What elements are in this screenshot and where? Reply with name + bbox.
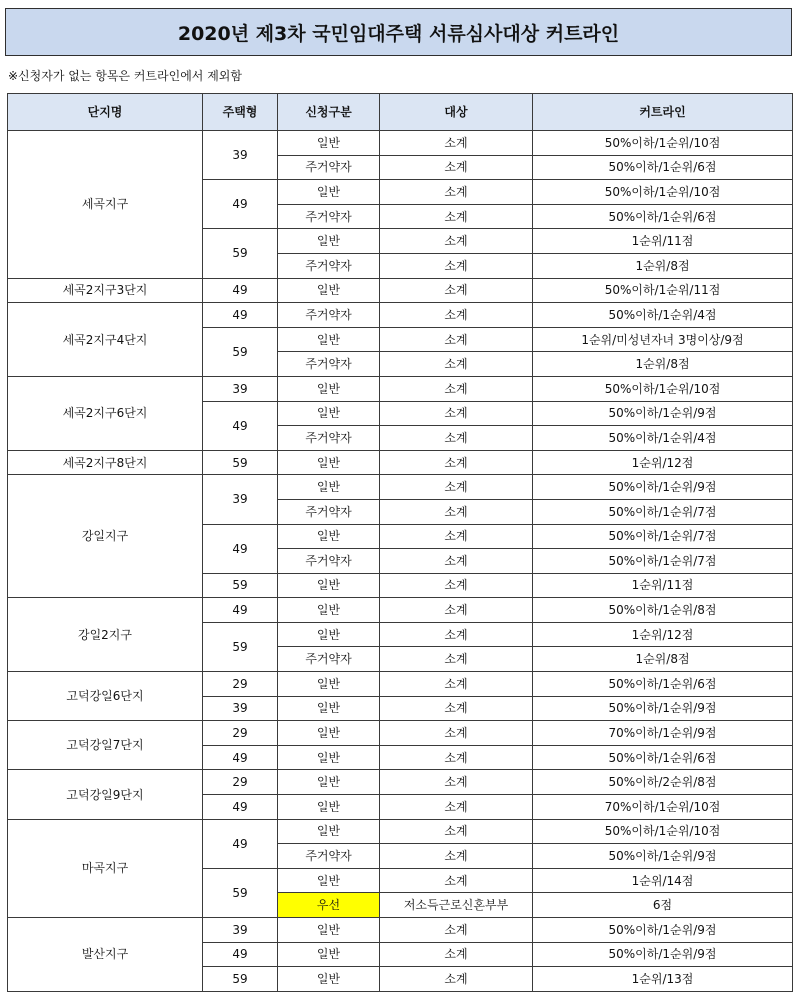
target-cell: 소계 bbox=[380, 721, 533, 746]
cutline-cell: 1순위/8점 bbox=[533, 647, 793, 672]
table-header-row bbox=[8, 94, 793, 131]
table-row bbox=[8, 131, 793, 156]
table-row bbox=[8, 598, 793, 623]
application-category-cell: 일반 bbox=[278, 229, 380, 254]
target-cell: 소계 bbox=[380, 795, 533, 820]
table-row bbox=[8, 278, 793, 303]
application-category-cell: 주거약자 bbox=[278, 155, 380, 180]
target-cell: 소계 bbox=[380, 204, 533, 229]
cutline-cell: 50%이하/1순위/10점 bbox=[533, 131, 793, 156]
application-category-cell: 일반 bbox=[278, 450, 380, 475]
application-category-cell: 주거약자 bbox=[278, 253, 380, 278]
target-cell: 소계 bbox=[380, 131, 533, 156]
application-category-cell: 일반 bbox=[278, 376, 380, 401]
target-cell: 소계 bbox=[380, 696, 533, 721]
cutline-cell: 1순위/12점 bbox=[533, 622, 793, 647]
target-cell: 소계 bbox=[380, 770, 533, 795]
application-category-cell: 일반 bbox=[278, 598, 380, 623]
header-target: 대상 bbox=[380, 94, 533, 131]
application-category-cell: 일반 bbox=[278, 622, 380, 647]
complex-name-cell: 발산지구 bbox=[8, 918, 203, 992]
cutline-cell: 50%이하/1순위/4점 bbox=[533, 303, 793, 328]
cutline-cell: 50%이하/1순위/10점 bbox=[533, 376, 793, 401]
housing-type-cell: 59 bbox=[203, 868, 278, 917]
housing-type-cell: 59 bbox=[203, 573, 278, 598]
application-category-cell: 일반 bbox=[278, 180, 380, 205]
target-cell: 소계 bbox=[380, 598, 533, 623]
application-category-cell: 일반 bbox=[278, 131, 380, 156]
cutline-cell: 70%이하/1순위/9점 bbox=[533, 721, 793, 746]
application-category-cell: 일반 bbox=[278, 401, 380, 426]
housing-type-cell: 49 bbox=[203, 180, 278, 229]
complex-name-cell: 고덕강일7단지 bbox=[8, 721, 203, 770]
cutline-cell: 1순위/미성년자녀 3명이상/9점 bbox=[533, 327, 793, 352]
cutline-cell: 1순위/11점 bbox=[533, 229, 793, 254]
cutline-cell: 50%이하/1순위/6점 bbox=[533, 745, 793, 770]
target-cell: 소계 bbox=[380, 475, 533, 500]
header-cutline: 커트라인 bbox=[533, 94, 793, 131]
housing-type-cell: 49 bbox=[203, 819, 278, 868]
page-title: 2020년 제3차 국민임대주택 서류심사대상 커트라인 bbox=[5, 8, 792, 56]
application-category-cell: 일반 bbox=[278, 918, 380, 943]
application-category-cell: 일반 bbox=[278, 967, 380, 992]
cutline-cell: 50%이하/2순위/8점 bbox=[533, 770, 793, 795]
complex-name-cell: 고덕강일9단지 bbox=[8, 770, 203, 819]
target-cell: 소계 bbox=[380, 745, 533, 770]
application-category-cell: 주거약자 bbox=[278, 204, 380, 229]
housing-type-cell: 59 bbox=[203, 327, 278, 376]
housing-type-cell: 59 bbox=[203, 450, 278, 475]
application-category-cell: 일반 bbox=[278, 524, 380, 549]
target-cell: 소계 bbox=[380, 622, 533, 647]
housing-type-cell: 49 bbox=[203, 745, 278, 770]
application-category-cell: 일반 bbox=[278, 819, 380, 844]
cutline-cell: 50%이하/1순위/11점 bbox=[533, 278, 793, 303]
cutline-cell: 50%이하/1순위/4점 bbox=[533, 426, 793, 451]
exclusion-note: ※신청자가 없는 항목은 커트라인에서 제외함 bbox=[8, 69, 242, 83]
cutline-table bbox=[7, 93, 793, 992]
table-row bbox=[8, 450, 793, 475]
target-cell: 소계 bbox=[380, 426, 533, 451]
housing-type-cell: 49 bbox=[203, 598, 278, 623]
housing-type-cell: 39 bbox=[203, 696, 278, 721]
target-cell: 소계 bbox=[380, 844, 533, 869]
cutline-cell: 50%이하/1순위/6점 bbox=[533, 204, 793, 229]
target-cell: 소계 bbox=[380, 229, 533, 254]
target-cell: 소계 bbox=[380, 303, 533, 328]
cutline-cell: 1순위/14점 bbox=[533, 868, 793, 893]
housing-type-cell: 39 bbox=[203, 475, 278, 524]
cutline-cell: 1순위/8점 bbox=[533, 352, 793, 377]
target-cell: 저소득근로신혼부부 bbox=[380, 893, 533, 918]
target-cell: 소계 bbox=[380, 967, 533, 992]
application-category-cell: 주거약자 bbox=[278, 499, 380, 524]
complex-name-cell: 강일지구 bbox=[8, 475, 203, 598]
target-cell: 소계 bbox=[380, 253, 533, 278]
housing-type-cell: 49 bbox=[203, 524, 278, 573]
table-row bbox=[8, 376, 793, 401]
target-cell: 소계 bbox=[380, 327, 533, 352]
application-category-cell: 주거약자 bbox=[278, 844, 380, 869]
cutline-cell: 50%이하/1순위/9점 bbox=[533, 696, 793, 721]
cutline-cell: 1순위/11점 bbox=[533, 573, 793, 598]
complex-name-cell: 강일2지구 bbox=[8, 598, 203, 672]
complex-name-cell: 세곡2지구6단지 bbox=[8, 376, 203, 450]
cutline-cell: 50%이하/1순위/10점 bbox=[533, 819, 793, 844]
target-cell: 소계 bbox=[380, 376, 533, 401]
target-cell: 소계 bbox=[380, 401, 533, 426]
application-category-cell: 주거약자 bbox=[278, 303, 380, 328]
cutline-cell: 50%이하/1순위/7점 bbox=[533, 499, 793, 524]
target-cell: 소계 bbox=[380, 524, 533, 549]
application-category-cell: 일반 bbox=[278, 868, 380, 893]
cutline-cell: 50%이하/1순위/10점 bbox=[533, 180, 793, 205]
application-category-cell: 일반 bbox=[278, 745, 380, 770]
cutline-cell: 1순위/13점 bbox=[533, 967, 793, 992]
target-cell: 소계 bbox=[380, 672, 533, 697]
table-row bbox=[8, 819, 793, 844]
complex-name-cell: 고덕강일6단지 bbox=[8, 672, 203, 721]
cutline-cell: 50%이하/1순위/9점 bbox=[533, 401, 793, 426]
header-housing-type: 주택형 bbox=[203, 94, 278, 131]
application-category-cell: 일반 bbox=[278, 475, 380, 500]
application-category-cell: 주거약자 bbox=[278, 352, 380, 377]
complex-name-cell: 마곡지구 bbox=[8, 819, 203, 917]
application-category-cell: 주거약자 bbox=[278, 647, 380, 672]
target-cell: 소계 bbox=[380, 573, 533, 598]
housing-type-cell: 29 bbox=[203, 721, 278, 746]
header-complex: 단지명 bbox=[8, 94, 203, 131]
housing-type-cell: 49 bbox=[203, 401, 278, 450]
housing-type-cell: 39 bbox=[203, 918, 278, 943]
target-cell: 소계 bbox=[380, 180, 533, 205]
cutline-cell: 70%이하/1순위/10점 bbox=[533, 795, 793, 820]
cutline-cell: 50%이하/1순위/6점 bbox=[533, 672, 793, 697]
housing-type-cell: 39 bbox=[203, 131, 278, 180]
application-category-cell: 일반 bbox=[278, 770, 380, 795]
target-cell: 소계 bbox=[380, 549, 533, 574]
cutline-cell: 1순위/8점 bbox=[533, 253, 793, 278]
application-category-cell: 일반 bbox=[278, 721, 380, 746]
target-cell: 소계 bbox=[380, 868, 533, 893]
cutline-cell: 50%이하/1순위/9점 bbox=[533, 942, 793, 967]
table-row bbox=[8, 918, 793, 943]
complex-name-cell: 세곡2지구3단지 bbox=[8, 278, 203, 303]
header-application-category: 신청구분 bbox=[278, 94, 380, 131]
cutline-cell: 50%이하/1순위/7점 bbox=[533, 524, 793, 549]
table-row bbox=[8, 721, 793, 746]
housing-type-cell: 49 bbox=[203, 795, 278, 820]
housing-type-cell: 49 bbox=[203, 278, 278, 303]
housing-type-cell: 59 bbox=[203, 967, 278, 992]
housing-type-cell: 49 bbox=[203, 942, 278, 967]
table-row bbox=[8, 770, 793, 795]
application-category-cell: 일반 bbox=[278, 942, 380, 967]
target-cell: 소계 bbox=[380, 352, 533, 377]
cutline-cell: 50%이하/1순위/8점 bbox=[533, 598, 793, 623]
cutline-cell: 6점 bbox=[533, 893, 793, 918]
housing-type-cell: 29 bbox=[203, 770, 278, 795]
housing-type-cell: 49 bbox=[203, 303, 278, 328]
target-cell: 소계 bbox=[380, 647, 533, 672]
table-row bbox=[8, 303, 793, 328]
cutline-cell: 50%이하/1순위/9점 bbox=[533, 844, 793, 869]
cutline-cell: 50%이하/1순위/7점 bbox=[533, 549, 793, 574]
complex-name-cell: 세곡지구 bbox=[8, 131, 203, 279]
housing-type-cell: 39 bbox=[203, 376, 278, 401]
table-row bbox=[8, 672, 793, 697]
application-category-cell: 주거약자 bbox=[278, 549, 380, 574]
application-category-cell: 일반 bbox=[278, 672, 380, 697]
application-category-cell: 일반 bbox=[278, 696, 380, 721]
target-cell: 소계 bbox=[380, 450, 533, 475]
target-cell: 소계 bbox=[380, 942, 533, 967]
application-category-cell: 일반 bbox=[278, 795, 380, 820]
table-body bbox=[8, 131, 793, 992]
housing-type-cell: 59 bbox=[203, 229, 278, 278]
housing-type-cell: 59 bbox=[203, 622, 278, 671]
application-category-cell: 일반 bbox=[278, 278, 380, 303]
target-cell: 소계 bbox=[380, 918, 533, 943]
target-cell: 소계 bbox=[380, 819, 533, 844]
cutline-cell: 50%이하/1순위/9점 bbox=[533, 918, 793, 943]
target-cell: 소계 bbox=[380, 155, 533, 180]
cutline-cell: 1순위/12점 bbox=[533, 450, 793, 475]
application-category-cell: 주거약자 bbox=[278, 426, 380, 451]
application-category-cell: 일반 bbox=[278, 327, 380, 352]
target-cell: 소계 bbox=[380, 278, 533, 303]
complex-name-cell: 세곡2지구4단지 bbox=[8, 303, 203, 377]
table-row bbox=[8, 475, 793, 500]
application-category-cell: 일반 bbox=[278, 573, 380, 598]
cutline-cell: 50%이하/1순위/9점 bbox=[533, 475, 793, 500]
cutline-cell: 50%이하/1순위/6점 bbox=[533, 155, 793, 180]
target-cell: 소계 bbox=[380, 499, 533, 524]
application-category-cell: 우선 bbox=[278, 893, 380, 918]
complex-name-cell: 세곡2지구8단지 bbox=[8, 450, 203, 475]
housing-type-cell: 29 bbox=[203, 672, 278, 697]
